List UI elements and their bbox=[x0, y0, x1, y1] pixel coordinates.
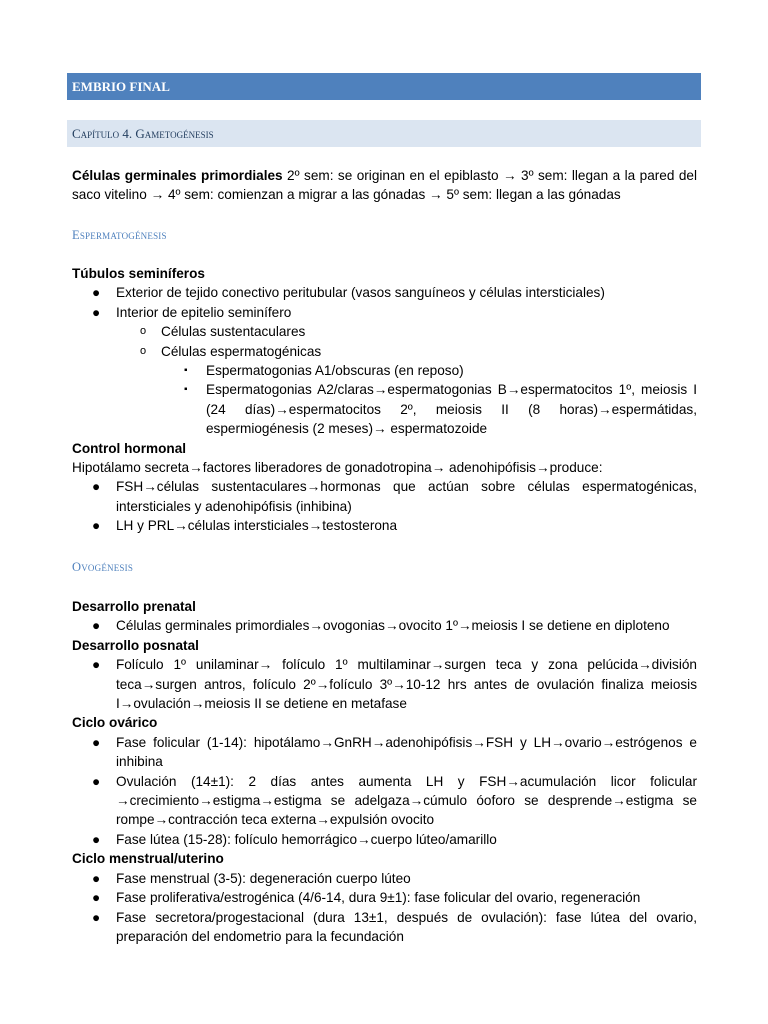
document-title-bar: EMBRIO FINAL bbox=[67, 73, 701, 100]
list-item: ● Células germinales primordiales→ovogonias→ovocito 1º→meiosis I se detiene en diploteno bbox=[72, 616, 697, 635]
bullet-marker: ● bbox=[92, 890, 101, 906]
list-item: ● Folículo 1º unilaminar→ folículo 1º multilaminar→surgen teca y zona pelúcida→división teca→surgen antros, folículo 2º→folículo 3º→10-12 hrs antes de ovulación finaliza meiosis I→ovulación→meiosis II se detiene en metafase bbox=[92, 657, 697, 712]
subheading-prenatal: Desarrollo prenatal bbox=[72, 599, 196, 614]
bullet-marker: ● bbox=[92, 304, 101, 320]
list-item: ▪ Espermatogonias A2/claras→espermatogonias B→espermatocitos 1º, meiosis I (24 días)→espermatocitos 2º, meiosis II (8 horas)→espermátidas, espermiogénesis (2 meses)→ espermatozoide bbox=[184, 382, 697, 437]
control-text: Hipotálamo secreta→factores liberadores de gonadotropina→ adenohipófisis→produce: bbox=[72, 460, 603, 476]
list-item: ● Fase folicular (1-14): hipotálamo→GnRH→adenohipófisis→FSH y LH→ovario→estrógenos e inhibina bbox=[92, 734, 697, 770]
subheading-menstrual: Ciclo menstrual/uterino bbox=[72, 851, 224, 867]
intro-text: 2º sem: se originan en el epiblasto → 3º sem: llegan a la pared del saco vitelino → 4º sem: comienzan a migrar a las gónadas → 5º sem: llegan a las gónadas bbox=[72, 168, 697, 203]
bullet-marker: ● bbox=[92, 773, 101, 789]
list-item: ● Exterior de tejido conectivo peritubular (vasos sanguíneos y células intersticiales) bbox=[72, 283, 697, 302]
circle-marker: o bbox=[140, 325, 147, 338]
section-heading-espermatogenesis: Espermatogénesis bbox=[72, 228, 167, 242]
section-heading-ovogenesis: Ovogénesis bbox=[72, 560, 134, 574]
subheading-ovarico: Ciclo ovárico bbox=[72, 715, 158, 731]
bullet-marker: ● bbox=[92, 831, 101, 847]
bullet-marker: ● bbox=[92, 657, 101, 673]
bullet-marker: ● bbox=[92, 479, 101, 495]
bullet-marker: ● bbox=[92, 618, 101, 634]
bullet-marker: ● bbox=[92, 870, 101, 886]
list-item: ● Fase proliferativa/estrogénica (4/6-14, dura 9±1): fase folicular del ovario, regeneración bbox=[72, 888, 697, 907]
subheading-control: Control hormonal bbox=[72, 440, 187, 456]
list-item: ● Interior de epitelio seminífero bbox=[72, 303, 697, 322]
square-marker: ▪ bbox=[184, 384, 188, 396]
ovogenesis-section bbox=[72, 597, 697, 946]
list-item: ● Fase lútea (15-28): folículo hemorrágico→cuerpo lúteo/amarillo bbox=[72, 830, 697, 849]
list-item: ● FSH→células sustentaculares→hormonas que actúan sobre células espermatogénicas, intersticiales y adenohipófisis (inhibina) bbox=[92, 479, 697, 514]
espermatogenesis-section bbox=[72, 264, 697, 536]
bullet-marker: ● bbox=[92, 734, 101, 750]
bullet-marker: ● bbox=[92, 518, 101, 534]
list-item: o Células espermatogénicas bbox=[72, 342, 697, 361]
intro-term: Células germinales primordiales bbox=[72, 168, 283, 183]
list-item: ▪ Espermatogonias A1/obscuras (en reposo) bbox=[72, 361, 697, 380]
chapter-heading: Capítulo 4. Gametogénesis bbox=[67, 120, 701, 147]
list-item: ● Ovulación (14±1): 2 días antes aumenta LH y FSH→acumulación licor folicular →crecimiento→estigma→estigma se adelgaza→cúmulo óoforo se desprende→estigma se rompe→contracción teca externa→expulsión ovocito bbox=[92, 773, 697, 828]
list-item: ● Fase menstrual (3-5): degeneración cuerpo lúteo bbox=[72, 869, 697, 888]
list-item: ● LH y PRL→células intersticiales→testosterona bbox=[72, 516, 697, 535]
bullet-marker: ● bbox=[92, 909, 101, 925]
subheading-posnatal: Desarrollo posnatal bbox=[72, 637, 199, 653]
circle-marker: o bbox=[140, 344, 147, 357]
subheading-tubulos: Túbulos seminíferos bbox=[72, 266, 205, 281]
list-item: ● Fase secretora/progestacional (dura 13±1, después de ovulación): fase lútea del ovario, preparación del endometrio para la fecundación bbox=[92, 909, 697, 944]
intro-paragraph bbox=[72, 166, 697, 205]
square-marker: ▪ bbox=[184, 365, 188, 377]
list-item: o Células sustentaculares bbox=[72, 322, 697, 341]
bullet-marker: ● bbox=[92, 285, 101, 301]
